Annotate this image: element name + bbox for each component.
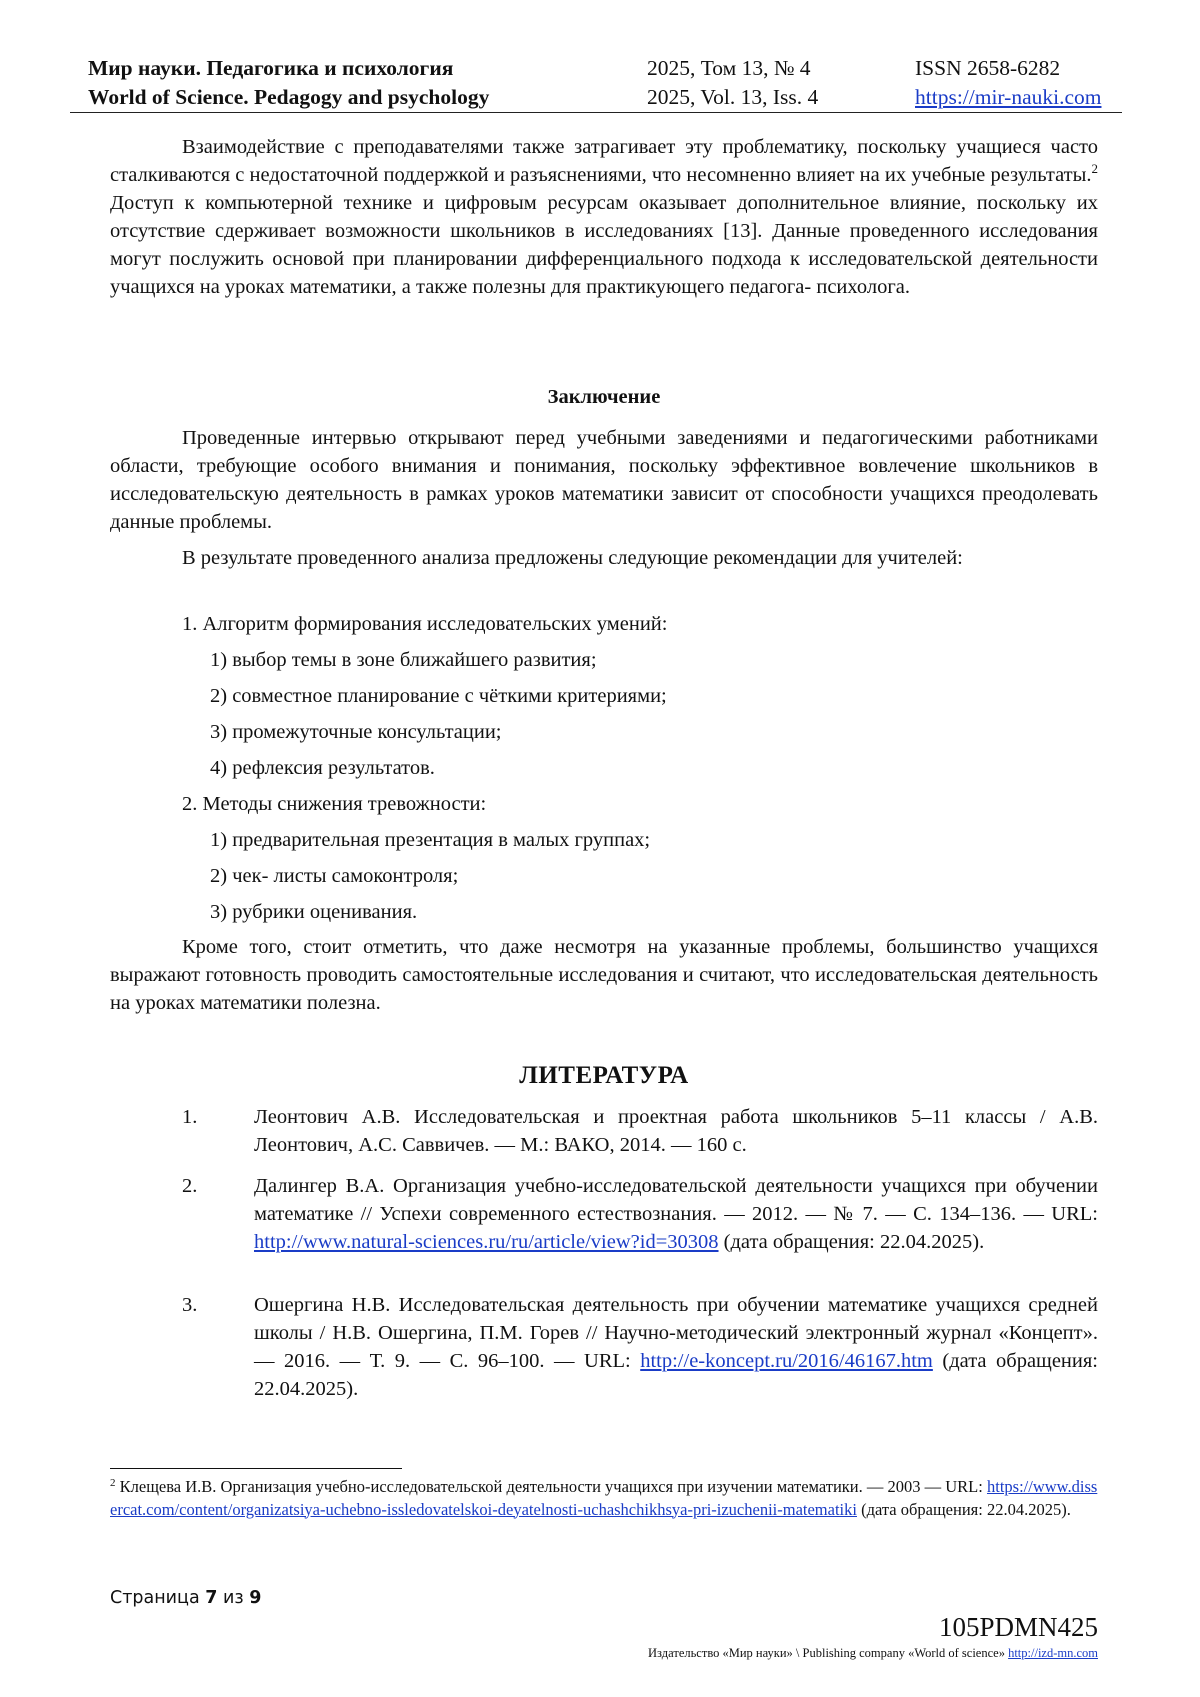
page-mid: из — [217, 1588, 250, 1608]
list-subitem: 1) выбор темы в зоне ближайшего развития; — [210, 649, 597, 671]
conclusion-paragraph-1: Проведенные интервью открывают перед учебными заведениями и педагогическими работниками области, требующие особого внимания и понимания, поскольку эффективное вовлечение школьников в исследовательскую деятельность в рамках уроков математики зависит от способности учащихся преодолевать данные проблемы. — [110, 427, 1098, 533]
intro-text-b: Доступ к компьютерной технике и цифровым ресурсам оказывает дополнительное влияние, поскольку их отсутствие сдерживает возможности школьников в исследованиях [13]. Данные проведенного исследования могут послужить основой при планировании дифференциального подхода к исследовательской деятельности учащихся на уроках математики, а также полезны для практикующего педагога- психолога. — [110, 192, 1098, 298]
publisher-link[interactable]: http://izd-mn.com — [1008, 1646, 1098, 1660]
reference-number: 1. — [182, 1106, 198, 1128]
reference-link[interactable]: http://www.natural-sciences.ru/ru/article/view?id=30308 — [254, 1231, 719, 1253]
publisher-line — [648, 1646, 1098, 1661]
page-number — [110, 1588, 261, 1608]
page-prefix: Страница — [110, 1588, 206, 1608]
footnote-text-a: Клещева И.В. Организация учебно-исследовательской деятельности учащихся при изучении математики. — 2003 — URL: — [115, 1477, 987, 1496]
reference-link[interactable]: http://e-koncept.ru/2016/46167.htm — [640, 1350, 933, 1372]
list-subitem: 1) предварительная презентация в малых группах; — [210, 829, 651, 851]
list-subitem: 2) чек- листы самоконтроля; — [210, 865, 459, 887]
reference-text — [254, 1291, 1098, 1403]
list-subitem: 3) рубрики оценивания. — [210, 901, 418, 923]
journal-title-block — [88, 54, 489, 112]
footnote-number: 2 — [110, 1477, 116, 1489]
list-subitem: 3) промежуточные консультации; — [210, 721, 502, 743]
intro-section — [110, 133, 1098, 301]
conclusion-section — [110, 424, 1098, 572]
closing-section — [110, 933, 1098, 1017]
footnote-link[interactable]: https://www.dissercat.com/content/organizatsiya-uchebno-issledovatelskoi-deyatelnosti-uchashchikhsya-pri-izuchenii-matematiki — [110, 1477, 1098, 1519]
issn-block — [915, 54, 1101, 112]
footnote-text-b: (дата обращения: 22.04.2025). — [856, 1499, 1071, 1519]
reference-text-a: Ошергина Н.В. Исследовательская деятельность при обучении математике учащихся средней школы / Н.В. Ошергина, П.М. Горев // Научно-методический электронный журнал «Концепт». — 2016. — Т. 9. — С. 96–100. — URL: — [254, 1294, 1098, 1372]
list-item-1: 1. Алгоритм формирования исследовательских умений: — [182, 613, 668, 635]
footnote-ref[interactable]: 2 — [1091, 161, 1098, 176]
journal-title-ru: Мир науки. Педагогика и психология — [88, 56, 454, 80]
list-subitem: 4) рефлексия результатов. — [210, 757, 435, 779]
footnote — [110, 1476, 1098, 1521]
site-link[interactable]: https://mir-nauki.com — [915, 85, 1102, 109]
reference-text-b: (дата обращения: 22.04.2025). — [254, 1350, 1098, 1400]
conclusion-paragraph-2: В результате проведенного анализа предложены следующие рекомендации для учителей: — [182, 547, 963, 569]
intro-paragraph — [110, 133, 1098, 301]
conclusion-paragraph-3: Кроме того, стоит отметить, что даже несмотря на указанные проблемы, большинство учащихся выражают готовность проводить самостоятельные исследования и считают, что исследовательская деятельность на уроках математики полезна. — [110, 936, 1098, 1014]
reference-number: 2. — [182, 1175, 198, 1197]
reference-text-b: (дата обращения: 22.04.2025). — [718, 1231, 985, 1253]
issue-ru: 2025, Том 13, № 4 — [647, 56, 811, 80]
journal-title-en: World of Science. Pedagogy and psychology — [88, 85, 490, 109]
list-item-2: 2. Методы снижения тревожности: — [182, 793, 487, 815]
intro-text-a: Взаимодействие с преподавателями также затрагивает эту проблематику, поскольку учащиеся часто сталкиваются с недостаточной поддержкой и разъяснениями, что несомненно влияет на их учебные результаты. — [110, 136, 1098, 186]
publisher-text: Издательство «Мир науки» \ Publishing company «World of science» — [648, 1646, 1009, 1660]
reference-text-a: Далингер В.А. Организация учебно-исследовательской деятельности учащихся при обучении математике // Успехи современного естествознания. — 2012. — № 7. — С. 134–136. — URL: — [254, 1175, 1098, 1225]
issue-block — [647, 54, 818, 112]
reference-text: Леонтович А.В. Исследовательская и проектная работа школьников 5–11 классы / А.В. Леонтович, А.С. Саввичев. — М.: ВАКО, 2014. — 160 с. — [254, 1106, 1098, 1156]
issue-en: 2025, Vol. 13, Iss. 4 — [647, 85, 819, 109]
literature-title: ЛИТЕРАТУРА — [519, 1062, 689, 1089]
footnote-divider — [110, 1468, 402, 1469]
page-current: 7 — [205, 1588, 218, 1608]
reference-text — [254, 1172, 1098, 1256]
conclusion-title: Заключение — [547, 386, 661, 408]
page-total: 9 — [249, 1588, 262, 1608]
list-subitem: 2) совместное планирование с чёткими критериями; — [210, 685, 667, 707]
article-code: 105PDMN425 — [938, 1612, 1098, 1642]
issn: ISSN 2658-6282 — [915, 56, 1061, 80]
journal-header — [70, 48, 1122, 113]
reference-number: 3. — [182, 1294, 198, 1316]
